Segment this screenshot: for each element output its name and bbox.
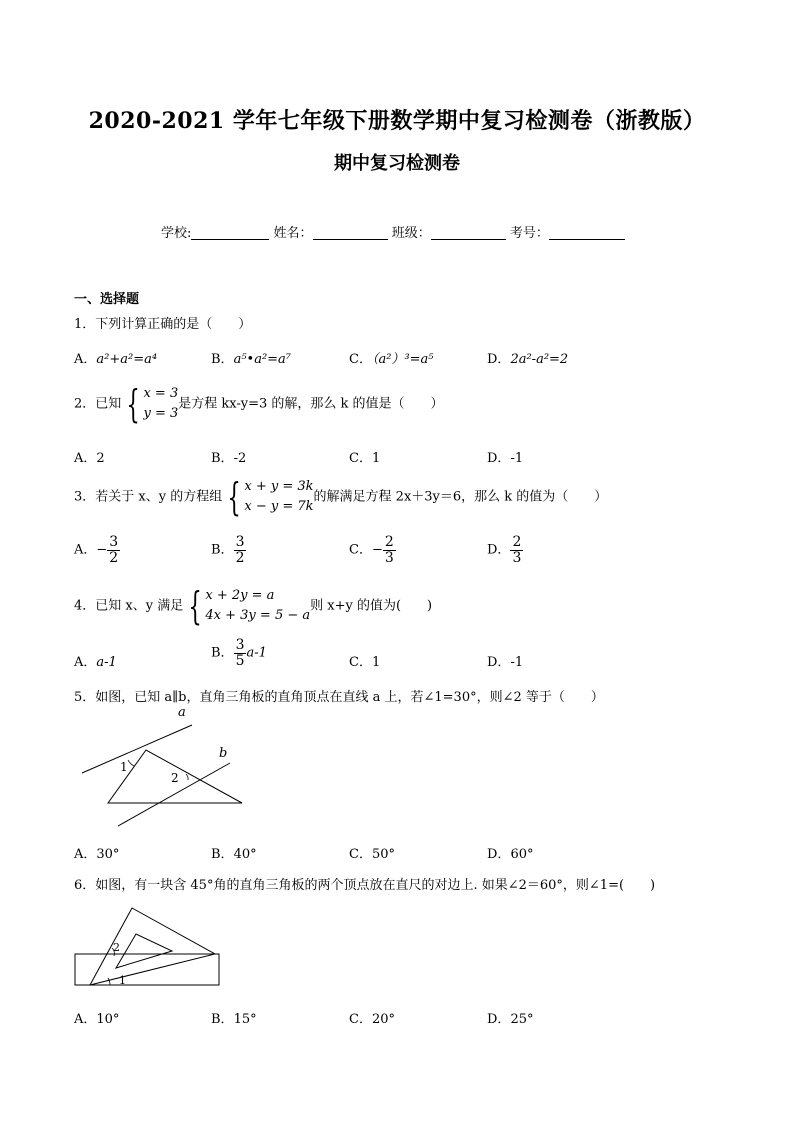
option-text: a⁵•a²=a⁷ <box>233 352 292 367</box>
option-label: C． <box>349 451 372 466</box>
option-label: A． <box>74 542 97 558</box>
q5-option-d <box>487 843 533 862</box>
option-label: A． <box>74 451 97 466</box>
option-label: C． <box>349 352 372 367</box>
angle-2-arc <box>186 774 188 780</box>
q5-option-b <box>211 843 257 862</box>
stem-pre: 2．已知 <box>74 396 122 412</box>
page-title: 2020-2021 学年七年级下册数学期中复习检测卷（浙教版） <box>88 108 706 134</box>
label-2: 2 <box>171 771 179 785</box>
page-subtitle: 期中复习检测卷 <box>334 153 460 174</box>
fraction <box>107 535 120 565</box>
option-label: B． <box>211 451 234 466</box>
option-text: 25° <box>510 1012 534 1027</box>
option-sign: − <box>96 542 108 558</box>
option-text: 30° <box>96 847 120 862</box>
option-label: D． <box>487 352 511 367</box>
option-text: a²+a²=a⁴ <box>96 352 158 367</box>
brace-icon: { <box>227 475 241 520</box>
option-label: B． <box>211 352 234 367</box>
denominator: 3 <box>512 549 522 566</box>
equation-line: y = 3 <box>143 406 179 422</box>
option-label: C． <box>349 655 372 670</box>
option-sign: − <box>371 542 383 558</box>
q3-option-a <box>74 535 120 565</box>
set-square-outer <box>90 908 215 985</box>
label-b: b <box>219 746 228 761</box>
name-label: 姓名： <box>273 226 313 241</box>
option-text: 1 <box>371 655 381 670</box>
option-label: B． <box>211 542 234 558</box>
option-text: （a²）³=a⁵ <box>371 352 434 367</box>
option-text: 2 <box>96 451 105 466</box>
equation-system <box>183 584 311 629</box>
q3-option-c <box>349 535 396 565</box>
exam-no-label: 考号： <box>509 226 549 241</box>
denominator: 5 <box>235 652 245 669</box>
q5-option-c <box>349 843 395 862</box>
angle-1-arc <box>128 760 134 766</box>
option-label: A． <box>74 847 97 862</box>
option-text: 2a²-a²=2 <box>510 352 569 367</box>
question-2-stem <box>74 382 444 427</box>
numerator: 2 <box>384 534 394 550</box>
option-label: D． <box>487 847 511 862</box>
option-text: -1 <box>510 655 524 670</box>
q2-option-d <box>487 447 523 466</box>
q5-option-a <box>74 843 119 862</box>
q1-option-c <box>349 348 433 367</box>
option-label: A． <box>74 352 97 367</box>
option-label: D． <box>487 542 511 558</box>
option-label: C． <box>349 542 372 558</box>
fraction <box>234 638 247 668</box>
stem-post: 则 x+y 的值为( ) <box>310 598 433 614</box>
question-4-stem <box>74 584 433 629</box>
option-label: A． <box>74 1012 97 1027</box>
fraction <box>510 535 523 565</box>
option-text: 20° <box>371 1012 395 1027</box>
fraction <box>234 535 247 565</box>
q4-option-a <box>74 651 117 670</box>
equation-line: x = 3 <box>143 386 179 401</box>
q2-option-a <box>74 447 105 466</box>
q2-option-b <box>211 447 246 466</box>
stem-post: 的解满足方程 2x＋3y＝6，那么 k 的值为（ ） <box>313 489 608 505</box>
equation-line: x − y = 7k <box>244 499 314 515</box>
stem-pre: 4．已知 x、y 满足 <box>74 598 184 614</box>
label-1: 1 <box>119 974 126 987</box>
brace-icon: { <box>188 584 202 629</box>
option-text: 50° <box>371 847 395 862</box>
equation-line: 4x + 3y = 5 − a <box>205 608 311 624</box>
q4-option-d <box>487 651 523 670</box>
denominator: 3 <box>384 549 394 566</box>
label-2: 2 <box>113 941 120 954</box>
denominator: 2 <box>109 549 119 566</box>
equation-line: x + y = 3k <box>244 479 314 494</box>
denominator: 2 <box>235 549 245 566</box>
numerator: 3 <box>109 534 119 550</box>
equation-system <box>121 382 179 427</box>
q6-figure <box>72 904 224 988</box>
name-field[interactable] <box>313 225 388 240</box>
fraction <box>383 535 396 565</box>
stem-post: 是方程 kx-y=3 的解，那么 k 的值是（ ） <box>178 396 444 412</box>
question-6-stem: 6．如图，有一块含 45°角的直角三角板的两个顶点放在直尺的对边上. 如果∠2＝60°，则∠1=( ) <box>74 878 656 893</box>
numerator: 3 <box>235 637 245 653</box>
school-label: 学校: <box>161 226 192 241</box>
option-text: a-1 <box>96 655 117 670</box>
q3-option-d <box>487 535 523 565</box>
set-square-inner <box>116 934 172 968</box>
option-text: 10° <box>96 1012 120 1027</box>
q5-figure <box>74 708 274 833</box>
option-text: 60° <box>510 847 534 862</box>
class-label: 班级： <box>391 226 431 241</box>
stem-pre: 3．若关于 x、y 的方程组 <box>74 489 223 505</box>
q3-option-b <box>211 535 246 565</box>
q1-option-a <box>74 348 157 367</box>
option-text: a-1 <box>246 645 267 661</box>
option-text: 15° <box>233 1012 257 1027</box>
option-text: -2 <box>233 451 247 466</box>
option-label: C． <box>349 847 372 862</box>
q4-option-c <box>349 651 380 670</box>
label-a: a <box>178 708 186 720</box>
equation-system <box>222 475 314 520</box>
option-label: D． <box>487 655 511 670</box>
option-label: A． <box>74 655 97 670</box>
question-3-stem <box>74 475 608 520</box>
option-label: B． <box>211 645 234 661</box>
exam-no-field[interactable] <box>549 225 625 240</box>
section-title: 一、选择题 <box>74 292 140 307</box>
option-label: D． <box>487 1012 511 1027</box>
q1-option-b <box>211 348 291 367</box>
brace-icon: { <box>126 382 141 427</box>
angle-1-arc <box>108 978 110 985</box>
option-label: C． <box>349 1012 372 1027</box>
q6-option-c <box>349 1008 395 1027</box>
option-label: B． <box>211 1012 234 1027</box>
equation-line: x + 2y = a <box>205 588 275 603</box>
option-label: B． <box>211 847 234 862</box>
student-info-line <box>161 222 625 241</box>
q2-option-c <box>349 447 380 466</box>
question-1-stem: 1．下列计算正确的是（ ） <box>74 317 252 332</box>
question-5-stem: 5．如图，已知 a∥b，直角三角板的直角顶点在直线 a 上，若∠1=30°，则∠2 等于（ ） <box>74 690 604 705</box>
q6-option-a <box>74 1008 119 1027</box>
class-field[interactable] <box>431 225 506 240</box>
q6-option-d <box>487 1008 533 1027</box>
q6-option-b <box>211 1008 257 1027</box>
option-text: -1 <box>510 451 524 466</box>
option-text: 40° <box>233 847 257 862</box>
q4-option-b <box>211 638 267 668</box>
numerator: 2 <box>512 534 522 550</box>
label-1: 1 <box>120 760 128 774</box>
numerator: 3 <box>235 534 245 550</box>
q1-option-d <box>487 348 568 367</box>
option-text: 1 <box>371 451 381 466</box>
school-field[interactable] <box>191 225 269 240</box>
option-label: D． <box>487 451 511 466</box>
